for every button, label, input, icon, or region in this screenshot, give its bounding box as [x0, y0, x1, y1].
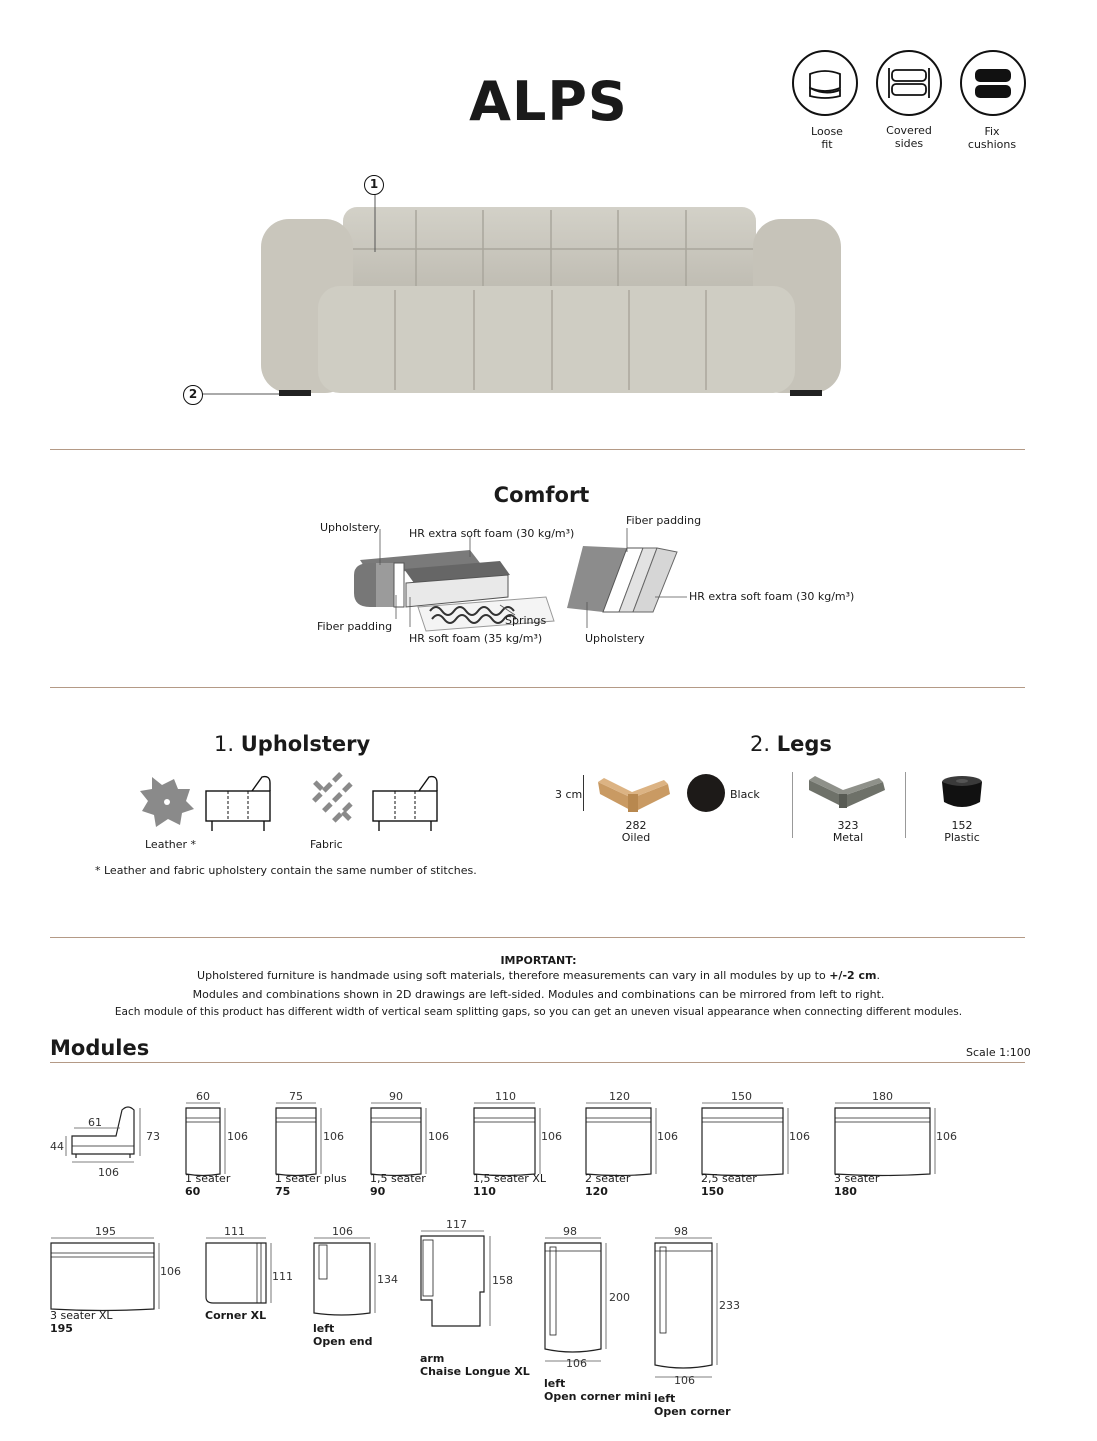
- module-3-seater: 180 106 3 seater 180: [834, 1090, 957, 1198]
- side-depth-bottom: 106: [98, 1166, 119, 1179]
- important-line-3: Each module of this product has different width of vertical seam splitting gaps, so you can get an uneven visual appearance when connecting different modules.: [114, 1006, 963, 1018]
- modules-rule: [50, 1062, 1025, 1063]
- module-1-5-seater: 90 106 1,5 seater 90: [370, 1090, 449, 1198]
- modules-heading: Modules: [50, 1036, 150, 1060]
- module-1-5-seater-xl: 110 106 1,5 seater XL 110: [473, 1090, 562, 1198]
- module-1-seater: 60 106 1 seater 60: [185, 1090, 248, 1198]
- comfort-heading: Comfort: [493, 483, 590, 507]
- leg-323-label: 323 Metal: [832, 819, 864, 844]
- leg-separator: [905, 772, 906, 838]
- upholstery-heading: 1. Upholstery: [214, 732, 371, 756]
- leg-height-marker: [583, 775, 584, 811]
- important-line-2: Modules and combinations shown in 2D drawings are left-sided. Modules and combinations can be mirrored from left to right.: [192, 988, 885, 1001]
- leather-label: Leather *: [145, 838, 197, 851]
- module-open-corner-mini: 98 200 106 left Open corner mini: [544, 1225, 652, 1403]
- leg-323-image: [805, 772, 889, 812]
- comfort-hr-soft-label: HR soft foam (35 kg/m³): [409, 632, 543, 645]
- fix-cushions-icon: [960, 50, 1026, 116]
- module-1-seater-plus: 75 106 1 seater plus 75: [275, 1090, 347, 1198]
- divider: [50, 687, 1025, 688]
- important-heading: IMPORTANT:: [500, 954, 577, 967]
- callout-1: 1: [364, 175, 384, 195]
- side-height-left: 44: [50, 1140, 64, 1153]
- side-depth-top: 61: [88, 1116, 102, 1129]
- leg-152-image: [940, 774, 984, 814]
- leg-282-label: 282 Oiled: [621, 819, 651, 844]
- module-3-seater-xl: 195 106 3 seater XL 195: [50, 1225, 181, 1335]
- upholstery-note: * Leather and fabric upholstery contain the same number of stitches.: [95, 864, 477, 877]
- fix-cushions-label: Fix cushions: [967, 125, 1017, 151]
- module-chaise-longue-xl: 117 158 arm Chaise Longue XL: [420, 1218, 530, 1378]
- sofa-image: [180, 170, 850, 410]
- covered-sides-label: Covered sides: [886, 124, 932, 150]
- fabric-label: Fabric: [310, 838, 343, 851]
- back-layers-diagram: [565, 540, 695, 640]
- fabric-icon: [306, 773, 360, 827]
- comfort-upholstery-label: Upholstery: [320, 521, 380, 534]
- divider: [50, 449, 1025, 450]
- module-open-corner: 98 233 106 left Open corner: [654, 1225, 740, 1418]
- important-line-1: Upholstered furniture is handmade using soft materials, therefore measurements can vary in all modules by up to +/-2 cm.: [197, 969, 880, 982]
- comfort-right-hr-label: HR extra soft foam (30 kg/m³): [689, 590, 855, 603]
- covered-sides-icon: [876, 50, 942, 116]
- scale-label: Scale 1:100: [966, 1046, 1031, 1059]
- page-title: ALPS: [469, 70, 628, 133]
- leather-chair-icon: [204, 773, 276, 835]
- module-2-5-seater: 150 106 2,5 seater 150: [701, 1090, 810, 1198]
- loose-fit-label: Loose fit: [811, 125, 843, 151]
- fabric-chair-icon: [371, 773, 443, 835]
- callout-2: 2: [183, 385, 203, 405]
- side-height-right: 73: [146, 1130, 160, 1143]
- comfort-hr-extra-label: HR extra soft foam (30 kg/m³): [409, 527, 575, 540]
- module-corner-xl: 111 111 Corner XL: [205, 1225, 293, 1322]
- leg-282-image: [592, 772, 676, 816]
- module-open-end: 106 134 left Open end: [313, 1225, 398, 1348]
- module-2-seater: 120 106 2 seater 120: [585, 1090, 678, 1198]
- black-swatch: [687, 774, 725, 812]
- black-label: Black: [730, 788, 760, 801]
- leather-icon: [138, 775, 198, 831]
- comfort-right-upholstery-label: Upholstery: [585, 632, 645, 645]
- leg-separator: [792, 772, 793, 838]
- comfort-fiber-label: Fiber padding: [317, 620, 393, 633]
- side-view-drawing: [62, 1106, 152, 1162]
- leg-height-label: 3 cm: [555, 788, 583, 801]
- comfort-right-fiber-label: Fiber padding: [626, 514, 702, 527]
- loose-fit-icon: [792, 50, 858, 116]
- legs-heading: 2. Legs: [750, 732, 832, 756]
- leg-152-label: 152 Plastic: [944, 819, 980, 844]
- comfort-springs-label: Springs: [505, 614, 547, 627]
- divider: [50, 937, 1025, 938]
